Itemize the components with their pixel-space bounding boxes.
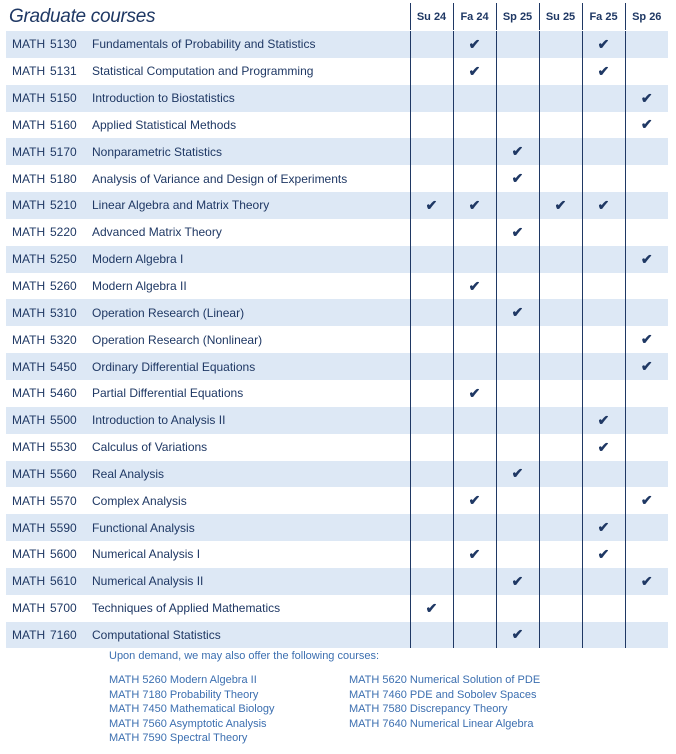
- course-title: Real Analysis: [92, 461, 410, 488]
- term-cell: [539, 568, 582, 595]
- course-subject: MATH: [6, 31, 46, 58]
- term-cell: [496, 434, 539, 461]
- table-row: [6, 487, 668, 514]
- course-subject: MATH: [6, 353, 46, 380]
- course-subject: MATH: [6, 219, 46, 246]
- course-subject: MATH: [6, 461, 46, 488]
- term-cell: [410, 434, 453, 461]
- table-row: [6, 85, 668, 112]
- term-cell: [582, 595, 625, 622]
- term-cell: [539, 407, 582, 434]
- course-title: Operation Research (Nonlinear): [92, 326, 410, 353]
- term-cell: [453, 326, 496, 353]
- term-cell: [582, 112, 625, 139]
- term-cell: [410, 219, 453, 246]
- term-cell: [625, 434, 668, 461]
- term-cell: [582, 541, 625, 568]
- checkmark-icon: ✔: [511, 223, 524, 240]
- course-number: 5450: [46, 353, 92, 380]
- term-cell: [453, 487, 496, 514]
- term-cell: [625, 353, 668, 380]
- term-cell: [496, 192, 539, 219]
- on-demand-course: MATH 5620 Numerical Solution of PDE: [349, 674, 541, 686]
- course-subject: MATH: [6, 434, 46, 461]
- checkmark-icon: ✔: [597, 35, 610, 52]
- term-cell: [410, 541, 453, 568]
- term-cell: [410, 353, 453, 380]
- course-subject: MATH: [6, 58, 46, 85]
- term-cell: [625, 487, 668, 514]
- on-demand-intro: Upon demand, we may also offer the following courses:: [109, 650, 380, 662]
- course-title: Statistical Computation and Programming: [92, 58, 410, 85]
- term-cell: [582, 31, 625, 58]
- term-header: Sp 26: [625, 3, 668, 31]
- course-number: 5530: [46, 434, 92, 461]
- term-cell: [582, 461, 625, 488]
- course-title: Operation Research (Linear): [92, 299, 410, 326]
- course-number: 5500: [46, 407, 92, 434]
- course-subject: MATH: [6, 192, 46, 219]
- course-number: 7160: [46, 622, 92, 649]
- course-subject: MATH: [6, 407, 46, 434]
- term-cell: [582, 192, 625, 219]
- term-cell: [410, 461, 453, 488]
- course-subject: MATH: [6, 299, 46, 326]
- term-cell: [453, 461, 496, 488]
- term-cell: [453, 434, 496, 461]
- course-number: 5210: [46, 192, 92, 219]
- checkmark-icon: ✔: [511, 304, 524, 321]
- course-subject: MATH: [6, 273, 46, 300]
- table-row: [6, 138, 668, 165]
- table-row: [6, 541, 668, 568]
- table-row: [6, 31, 668, 58]
- term-cell: [539, 514, 582, 541]
- table-row: [6, 595, 668, 622]
- course-title: Calculus of Variations: [92, 434, 410, 461]
- table-row: [6, 192, 668, 219]
- term-cell: [582, 407, 625, 434]
- term-cell: [453, 514, 496, 541]
- course-number: 5160: [46, 112, 92, 139]
- term-cell: [410, 112, 453, 139]
- checkmark-icon: ✔: [468, 492, 481, 509]
- course-title: Introduction to Biostatistics: [92, 85, 410, 112]
- course-title: Analysis of Variance and Design of Experiments: [92, 165, 410, 192]
- term-header: Su 25: [539, 3, 582, 31]
- course-title: Techniques of Applied Mathematics: [92, 595, 410, 622]
- course-title: Advanced Matrix Theory: [92, 219, 410, 246]
- checkmark-icon: ✔: [468, 35, 481, 52]
- course-subject: MATH: [6, 514, 46, 541]
- term-cell: [496, 461, 539, 488]
- term-cell: [582, 58, 625, 85]
- course-title: Modern Algebra II: [92, 273, 410, 300]
- course-number: 5610: [46, 568, 92, 595]
- course-number: 5260: [46, 273, 92, 300]
- course-number: 5460: [46, 380, 92, 407]
- term-cell: [453, 541, 496, 568]
- term-cell: [496, 326, 539, 353]
- term-cell: [539, 85, 582, 112]
- term-cell: [410, 299, 453, 326]
- course-number: 5250: [46, 246, 92, 273]
- course-title: Linear Algebra and Matrix Theory: [92, 192, 410, 219]
- term-cell: [582, 138, 625, 165]
- checkmark-icon: ✔: [640, 89, 653, 106]
- term-cell: [582, 622, 625, 649]
- course-title: Fundamentals of Probability and Statistics: [92, 31, 410, 58]
- checkmark-icon: ✔: [597, 438, 610, 455]
- term-cell: [496, 541, 539, 568]
- on-demand-course: MATH 7580 Discrepancy Theory: [349, 703, 508, 716]
- course-title: Introduction to Analysis II: [92, 407, 410, 434]
- term-cell: [453, 353, 496, 380]
- checkmark-icon: ✔: [511, 572, 524, 589]
- table-row: [6, 219, 668, 246]
- checkmark-icon: ✔: [468, 545, 481, 562]
- course-title: Ordinary Differential Equations: [92, 353, 410, 380]
- page-title: Graduate courses: [6, 3, 410, 31]
- term-cell: [625, 273, 668, 300]
- term-cell: [539, 595, 582, 622]
- term-cell: [496, 487, 539, 514]
- term-cell: [539, 31, 582, 58]
- term-cell: [625, 461, 668, 488]
- term-header: Sp 25: [496, 3, 539, 31]
- term-header: Fa 24: [453, 3, 496, 31]
- term-cell: [582, 165, 625, 192]
- term-cell: [410, 165, 453, 192]
- term-cell: [539, 434, 582, 461]
- course-number: 5700: [46, 595, 92, 622]
- on-demand-course: MATH 5260 Modern Algebra II: [109, 674, 257, 686]
- term-cell: [539, 353, 582, 380]
- checkmark-icon: ✔: [468, 277, 481, 294]
- term-cell: [625, 407, 668, 434]
- checkmark-icon: ✔: [468, 62, 481, 79]
- term-cell: [453, 299, 496, 326]
- term-cell: [410, 246, 453, 273]
- on-demand-course: MATH 7460 PDE and Sobolev Spaces: [349, 688, 537, 701]
- term-cell: [539, 326, 582, 353]
- course-number: 5600: [46, 541, 92, 568]
- term-cell: [582, 273, 625, 300]
- term-cell: [496, 138, 539, 165]
- checkmark-icon: ✔: [597, 411, 610, 428]
- term-cell: [539, 273, 582, 300]
- term-cell: [539, 219, 582, 246]
- course-title: Applied Statistical Methods: [92, 112, 410, 139]
- term-cell: [453, 165, 496, 192]
- term-cell: [496, 273, 539, 300]
- checkmark-icon: ✔: [640, 572, 653, 589]
- term-cell: [539, 541, 582, 568]
- course-subject: MATH: [6, 85, 46, 112]
- course-number: 5131: [46, 58, 92, 85]
- course-subject: MATH: [6, 138, 46, 165]
- term-cell: [496, 219, 539, 246]
- term-cell: [625, 219, 668, 246]
- on-demand-course: MATH 7640 Numerical Linear Algebra: [349, 717, 534, 730]
- term-cell: [410, 595, 453, 622]
- course-subject: MATH: [6, 487, 46, 514]
- term-cell: [625, 112, 668, 139]
- course-number: 5180: [46, 165, 92, 192]
- term-cell: [539, 380, 582, 407]
- on-demand-list-right: [349, 673, 540, 731]
- term-cell: [582, 246, 625, 273]
- checkmark-icon: ✔: [425, 599, 438, 616]
- term-cell: [496, 407, 539, 434]
- course-number: 5320: [46, 326, 92, 353]
- course-title: Complex Analysis: [92, 487, 410, 514]
- term-cell: [582, 219, 625, 246]
- term-cell: [582, 434, 625, 461]
- term-cell: [625, 514, 668, 541]
- term-cell: [453, 595, 496, 622]
- table-row: [6, 326, 668, 353]
- course-title: Numerical Analysis I: [92, 541, 410, 568]
- term-cell: [453, 85, 496, 112]
- term-cell: [496, 112, 539, 139]
- term-cell: [496, 353, 539, 380]
- term-cell: [496, 31, 539, 58]
- checkmark-icon: ✔: [511, 626, 524, 643]
- term-cell: [625, 326, 668, 353]
- table-row: [6, 165, 668, 192]
- table-row: [6, 380, 668, 407]
- checkmark-icon: ✔: [425, 196, 438, 213]
- term-cell: [410, 622, 453, 649]
- term-cell: [582, 299, 625, 326]
- term-cell: [453, 219, 496, 246]
- term-cell: [410, 85, 453, 112]
- term-cell: [625, 165, 668, 192]
- course-title: Modern Algebra I: [92, 246, 410, 273]
- checkmark-icon: ✔: [468, 384, 481, 401]
- table-row: [6, 299, 668, 326]
- table-row: [6, 58, 668, 85]
- term-cell: [539, 246, 582, 273]
- checkmark-icon: ✔: [554, 196, 567, 213]
- course-title: Functional Analysis: [92, 514, 410, 541]
- table-row: [6, 568, 668, 595]
- term-cell: [410, 326, 453, 353]
- course-schedule-table-wrapper: [6, 3, 668, 648]
- table-row: [6, 273, 668, 300]
- course-subject: MATH: [6, 595, 46, 622]
- term-cell: [582, 85, 625, 112]
- term-cell: [496, 595, 539, 622]
- table-row: [6, 461, 668, 488]
- term-cell: [496, 380, 539, 407]
- term-cell: [496, 85, 539, 112]
- term-cell: [582, 326, 625, 353]
- table-row: [6, 514, 668, 541]
- term-cell: [539, 487, 582, 514]
- checkmark-icon: ✔: [597, 62, 610, 79]
- term-cell: [582, 568, 625, 595]
- term-cell: [625, 138, 668, 165]
- term-cell: [410, 568, 453, 595]
- course-subject: MATH: [6, 622, 46, 649]
- term-cell: [625, 568, 668, 595]
- checkmark-icon: ✔: [597, 545, 610, 562]
- term-cell: [539, 192, 582, 219]
- term-cell: [496, 246, 539, 273]
- checkmark-icon: ✔: [511, 170, 524, 187]
- term-cell: [410, 407, 453, 434]
- course-title: Partial Differential Equations: [92, 380, 410, 407]
- term-cell: [453, 58, 496, 85]
- term-cell: [410, 138, 453, 165]
- term-cell: [453, 380, 496, 407]
- term-cell: [453, 192, 496, 219]
- term-header: Su 24: [410, 3, 453, 31]
- table-row: [6, 434, 668, 461]
- table-header-row: [6, 3, 668, 31]
- course-number: 5170: [46, 138, 92, 165]
- term-cell: [496, 514, 539, 541]
- course-number: 5150: [46, 85, 92, 112]
- on-demand-list-left: [109, 673, 274, 746]
- term-cell: [625, 192, 668, 219]
- on-demand-course: MATH 7590 Spectral Theory: [109, 732, 248, 745]
- on-demand-course: MATH 7450 Mathematical Biology: [109, 703, 275, 716]
- term-cell: [539, 461, 582, 488]
- checkmark-icon: ✔: [640, 250, 653, 267]
- term-cell: [625, 541, 668, 568]
- term-cell: [582, 514, 625, 541]
- table-row: [6, 407, 668, 434]
- course-title: Computational Statistics: [92, 622, 410, 649]
- term-cell: [539, 299, 582, 326]
- term-cell: [582, 487, 625, 514]
- term-cell: [410, 487, 453, 514]
- term-cell: [496, 622, 539, 649]
- table-row: [6, 622, 668, 649]
- course-schedule-table: [6, 3, 668, 648]
- checkmark-icon: ✔: [640, 331, 653, 348]
- term-header: Fa 25: [582, 3, 625, 31]
- checkmark-icon: ✔: [640, 358, 653, 375]
- term-cell: [625, 595, 668, 622]
- table-row: [6, 246, 668, 273]
- term-cell: [625, 31, 668, 58]
- term-cell: [453, 138, 496, 165]
- term-cell: [453, 407, 496, 434]
- checkmark-icon: ✔: [511, 143, 524, 160]
- checkmark-icon: ✔: [597, 196, 610, 213]
- term-cell: [539, 58, 582, 85]
- course-subject: MATH: [6, 246, 46, 273]
- course-subject: MATH: [6, 541, 46, 568]
- term-cell: [582, 380, 625, 407]
- course-subject: MATH: [6, 112, 46, 139]
- term-cell: [410, 380, 453, 407]
- term-cell: [453, 622, 496, 649]
- term-cell: [496, 299, 539, 326]
- course-number: 5220: [46, 219, 92, 246]
- term-cell: [410, 192, 453, 219]
- checkmark-icon: ✔: [640, 492, 653, 509]
- table-row: [6, 112, 668, 139]
- course-subject: MATH: [6, 326, 46, 353]
- course-number: 5560: [46, 461, 92, 488]
- checkmark-icon: ✔: [511, 465, 524, 482]
- term-cell: [410, 58, 453, 85]
- checkmark-icon: ✔: [468, 196, 481, 213]
- term-cell: [410, 273, 453, 300]
- course-title: Nonparametric Statistics: [92, 138, 410, 165]
- course-title: Numerical Analysis II: [92, 568, 410, 595]
- term-cell: [539, 165, 582, 192]
- table-row: [6, 353, 668, 380]
- on-demand-course: MATH 7560 Asymptotic Analysis: [109, 717, 267, 730]
- term-cell: [453, 246, 496, 273]
- course-subject: MATH: [6, 568, 46, 595]
- checkmark-icon: ✔: [640, 116, 653, 133]
- term-cell: [625, 622, 668, 649]
- term-cell: [410, 514, 453, 541]
- course-subject: MATH: [6, 380, 46, 407]
- term-cell: [496, 568, 539, 595]
- term-cell: [625, 58, 668, 85]
- term-cell: [539, 622, 582, 649]
- term-cell: [496, 58, 539, 85]
- term-cell: [625, 299, 668, 326]
- term-cell: [539, 138, 582, 165]
- course-number: 5590: [46, 514, 92, 541]
- term-cell: [582, 353, 625, 380]
- course-number: 5570: [46, 487, 92, 514]
- course-number: 5130: [46, 31, 92, 58]
- term-cell: [453, 112, 496, 139]
- checkmark-icon: ✔: [597, 519, 610, 536]
- term-cell: [496, 165, 539, 192]
- term-cell: [625, 380, 668, 407]
- term-cell: [410, 31, 453, 58]
- on-demand-course: MATH 7180 Probability Theory: [109, 688, 259, 701]
- term-cell: [453, 568, 496, 595]
- term-cell: [539, 112, 582, 139]
- term-cell: [453, 273, 496, 300]
- course-list: [6, 31, 668, 649]
- course-number: 5310: [46, 299, 92, 326]
- term-cell: [625, 246, 668, 273]
- term-cell: [625, 85, 668, 112]
- term-cell: [453, 31, 496, 58]
- course-subject: MATH: [6, 165, 46, 192]
